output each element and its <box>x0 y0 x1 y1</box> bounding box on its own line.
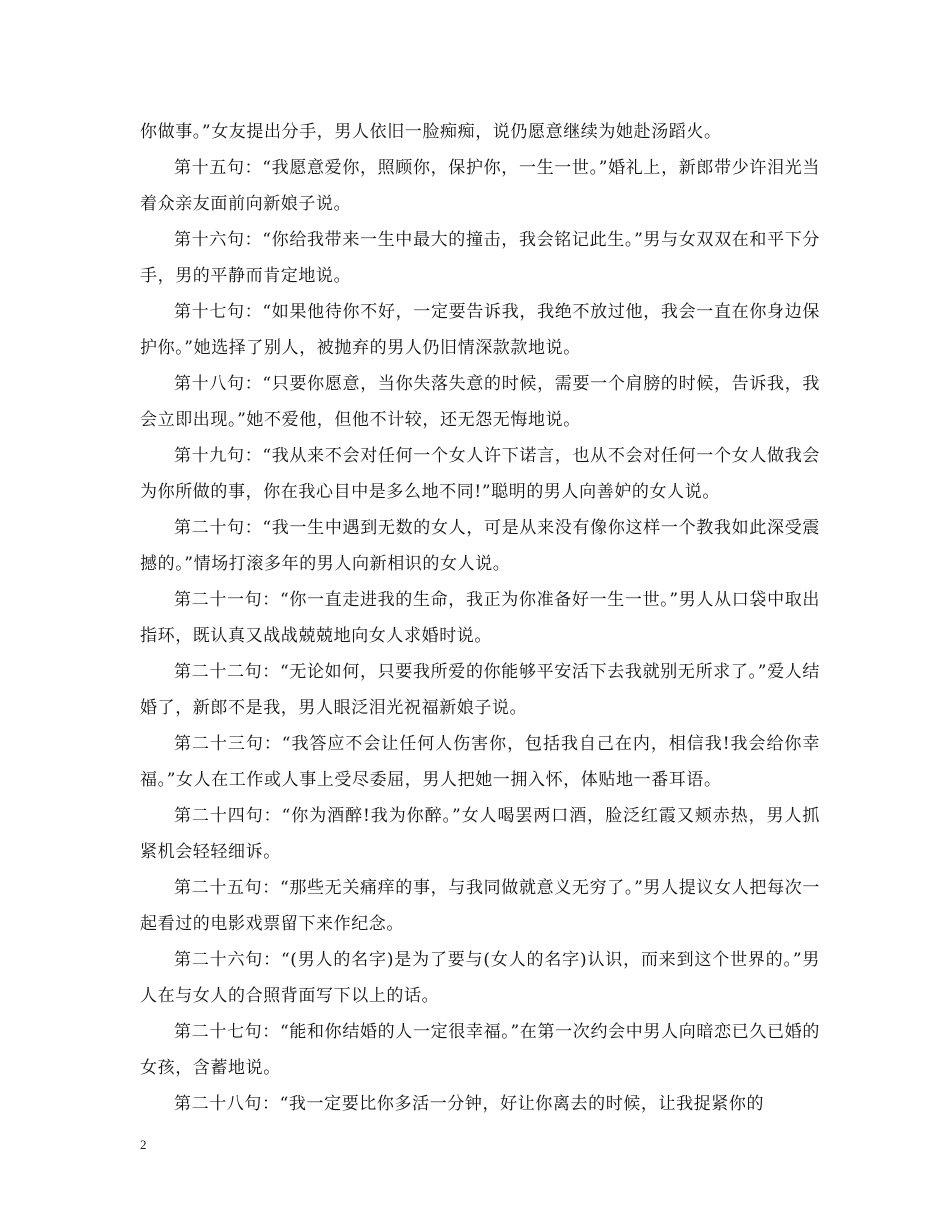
paragraph-sentence-18: 第十八句：“只要你愿意，当你失落失意的时候，需要一个肩膀的时候，告诉我，我会立即出现。”她不爱他，但他不计较，还无怨无悔地说。 <box>140 374 820 430</box>
page-number: 2 <box>140 1137 147 1152</box>
paragraph-sentence-27: 第二十七句：“能和你结婚的人一定很幸福。”在第一次约会中男人向暗恋已久已婚的女孩，含蓄地说。 <box>140 1022 820 1078</box>
paragraph-continuation: 你做事。”女友提出分手，男人依旧一脸痴痴，说仍愿意继续为她赴汤蹈火。 <box>140 122 722 142</box>
paragraph-sentence-20: 第二十句：“我一生中遇到无数的女人，可是从来没有像你这样一个教我如此深受震撼的。”情场打滚多年的男人向新相识的女人说。 <box>140 518 820 574</box>
paragraph-sentence-17: 第十七句：“如果他待你不好，一定要告诉我，我绝不放过他，我会一直在你身边保护你。”她选择了别人，被抛弃的男人仍旧情深款款地说。 <box>140 302 820 358</box>
paragraph-sentence-19: 第十九句：“我从来不会对任何一个女人许下诺言，也从不会对任何一个女人做我会为你所做的事，你在我心目中是多么地不同!”聪明的男人向善妒的女人说。 <box>140 446 820 502</box>
paragraph-sentence-28: 第二十八句：“我一定要比你多活一分钟，好让你离去的时候，让我捉紧你的 <box>174 1094 765 1114</box>
body-text <box>140 114 820 1122</box>
paragraph-sentence-23: 第二十三句：“我答应不会让任何人伤害你，包括我自己在内，相信我!我会给你幸福。”女人在工作或人事上受尽委屈，男人把她一拥入怀，体贴地一番耳语。 <box>140 734 820 790</box>
paragraph-sentence-22: 第二十二句：“无论如何，只要我所爱的你能够平安活下去我就别无所求了。”爱人结婚了，新郎不是我，男人眼泛泪光祝福新娘子说。 <box>140 662 820 718</box>
paragraph-sentence-15: 第十五句：“我愿意爱你，照顾你，保护你，一生一世。”婚礼上，新郎带少许泪光当着众亲友面前向新娘子说。 <box>140 158 820 214</box>
paragraph-sentence-26: 第二十六句：“(男人的名字)是为了要与(女人的名字)认识，而来到这个世界的。”男人在与女人的合照背面写下以上的话。 <box>140 950 820 1006</box>
paragraph-sentence-16: 第十六句：“你给我带来一生中最大的撞击，我会铭记此生。”男与女双双在和平下分手，男的平静而肯定地说。 <box>140 230 820 286</box>
paragraph-sentence-21: 第二十一句：“你一直走进我的生命，我正为你准备好一生一世。”男人从口袋中取出指环，既认真又战战兢兢地向女人求婚时说。 <box>140 590 820 646</box>
paragraph-sentence-24: 第二十四句：“你为酒醉!我为你醉。”女人喝罢两口酒，脸泛红霞又颊赤热，男人抓紧机会轻轻细诉。 <box>140 806 820 862</box>
paragraph-sentence-25: 第二十五句：“那些无关痛痒的事，与我同做就意义无穷了。”男人提议女人把每次一起看过的电影戏票留下来作纪念。 <box>140 878 820 934</box>
